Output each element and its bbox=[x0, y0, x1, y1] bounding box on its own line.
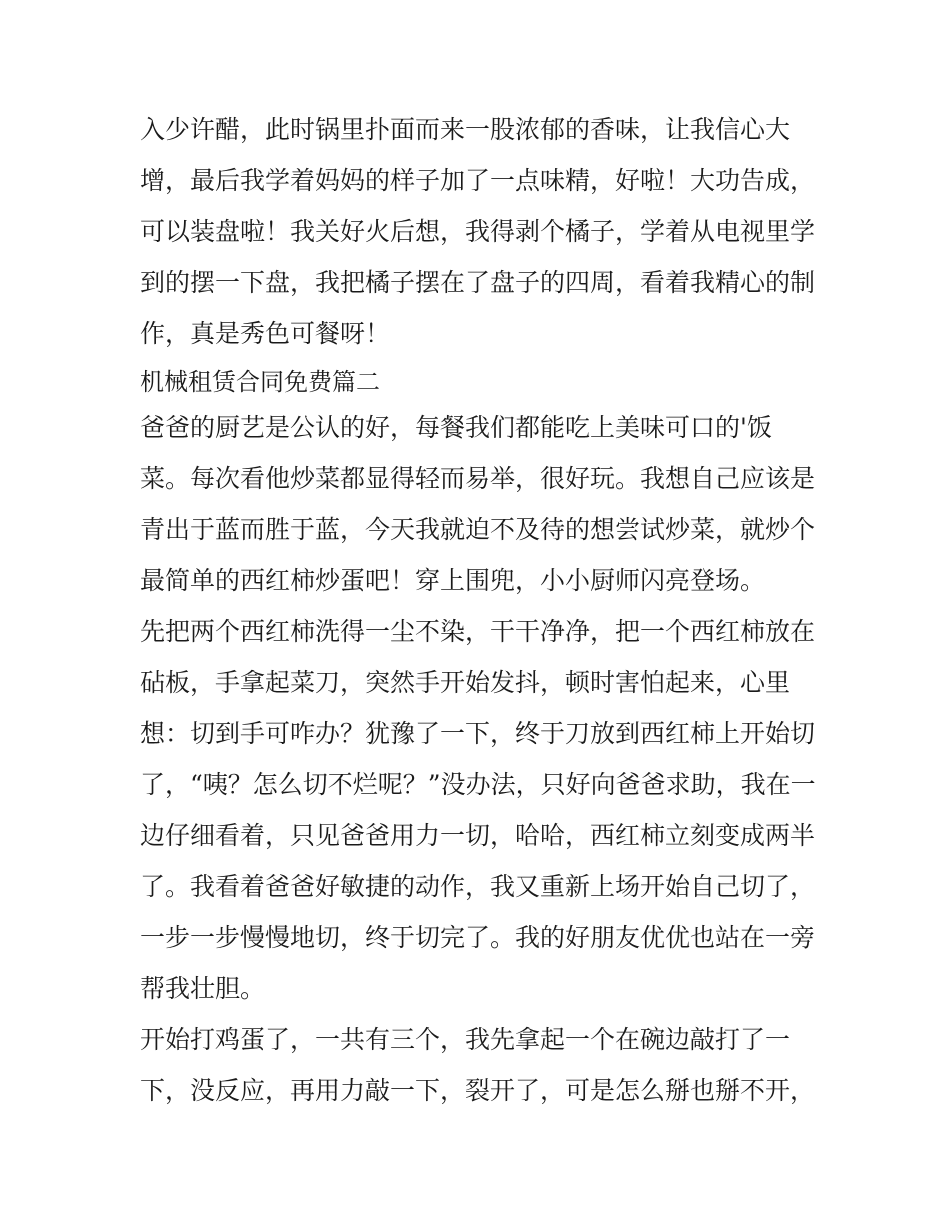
text-line: 一步一步慢慢地切，终于切完了。我的好朋友优优也站在一旁 bbox=[140, 923, 816, 952]
text-line: 边仔细看着，只见爸爸用力一切，哈哈，西红柿立刻变成两半 bbox=[140, 821, 816, 850]
text-line: 可以装盘啦！我关好火后想，我得剥个橘子，学着从电视里学 bbox=[140, 217, 816, 246]
text-line: 了，“咦？怎么切不烂呢？”没办法，只好向爸爸求助，我在一 bbox=[140, 770, 816, 799]
text-line: 青出于蓝而胜于蓝，今天我就迫不及待的想尝试炒菜，就炒个 bbox=[140, 515, 816, 544]
paragraph bbox=[140, 108, 820, 363]
text-line: 先把两个西红柿洗得一尘不染，干干净净，把一个西红柿放在 bbox=[140, 617, 816, 646]
text-line: 了。我看着爸爸好敏捷的动作，我又重新上场开始自己切了， bbox=[140, 872, 816, 901]
paragraph bbox=[140, 406, 820, 610]
text-line: 下，没反应，再用力敲一下，裂开了，可是怎么掰也掰不开， bbox=[140, 1076, 816, 1105]
document-body bbox=[140, 108, 820, 1120]
text-line: 爸爸的厨艺是公认的好，每餐我们都能吃上美味可口的'饭 bbox=[140, 413, 772, 442]
paragraph bbox=[140, 1018, 820, 1120]
text-line: 砧板，手拿起菜刀，突然手开始发抖，顿时害怕起来，心里 bbox=[140, 668, 791, 697]
text-line: 增，最后我学着妈妈的样子加了一点味精，好啦！大功告成， bbox=[140, 166, 816, 195]
text-line: 想：切到手可咋办？犹豫了一下，终于刀放到西红柿上开始切 bbox=[140, 719, 816, 748]
section-heading: 机械租赁合同免费篇二 bbox=[140, 368, 380, 396]
text-line: 开始打鸡蛋了，一共有三个，我先拿起一个在碗边敲打了一 bbox=[140, 1025, 791, 1054]
text-line: 到的摆一下盘，我把橘子摆在了盘子的四周，看着我精心的制 bbox=[140, 268, 816, 297]
text-line: 菜。每次看他炒菜都显得轻而易举，很好玩。我想自己应该是 bbox=[140, 464, 816, 493]
paragraph bbox=[140, 610, 820, 1018]
text-line: 最简单的西红柿炒蛋吧！穿上围兜，小小厨师闪亮登场。 bbox=[140, 566, 766, 595]
text-line: 入少许醋，此时锅里扑面而来一股浓郁的香味，让我信心大 bbox=[140, 115, 791, 144]
text-line: 作，真是秀色可餐呀！ bbox=[140, 319, 391, 348]
text-line: 帮我壮胆。 bbox=[140, 974, 266, 1003]
